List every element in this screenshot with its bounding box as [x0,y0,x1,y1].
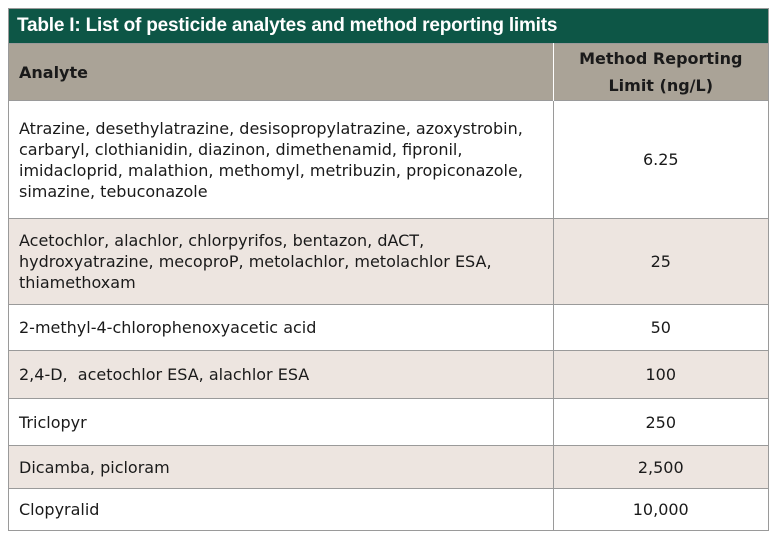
analyte-cell: 2,4-D, acetochlor ESA, alachlor ESA [9,351,553,399]
analyte-cell: Atrazine, desethylatrazine, desisopropylatrazine, azoxystrobin, carbaryl, clothianidin, diazinon, dimethenamid, fipronil, imidacloprid, malathion, methomyl, metribuzin, propiconazole, simazine, tebuconazole [9,101,553,219]
analyte-cell: Triclopyr [9,399,553,446]
pesticide-table [8,8,769,531]
analyte-column-header: Analyte [9,44,553,101]
analyte-cell: Clopyralid [9,489,553,530]
limit-cell: 10,000 [553,489,768,530]
table-row [9,219,768,305]
table-row [9,489,768,530]
limit-cell: 50 [553,305,768,351]
table-title: Table I: List of pesticide analytes and method reporting limits [9,9,768,43]
analyte-table-grid [9,43,768,530]
limit-cell: 250 [553,399,768,446]
analyte-cell: Dicamba, picloram [9,446,553,489]
limit-cell: 2,500 [553,446,768,489]
table-row [9,305,768,351]
table-row [9,101,768,219]
table-row [9,399,768,446]
table-row [9,351,768,399]
header-row [9,44,768,101]
limit-cell: 100 [553,351,768,399]
limit-column-header: Method Reporting Limit (ng/L) [553,44,768,101]
limit-cell: 6.25 [553,101,768,219]
limit-cell: 25 [553,219,768,305]
analyte-cell: 2-methyl-4-chlorophenoxyacetic acid [9,305,553,351]
analyte-cell: Acetochlor, alachlor, chlorpyrifos, bentazon, dACT, hydroxyatrazine, mecoproP, metolachlor, metolachlor ESA, thiamethoxam [9,219,553,305]
table-row [9,446,768,489]
